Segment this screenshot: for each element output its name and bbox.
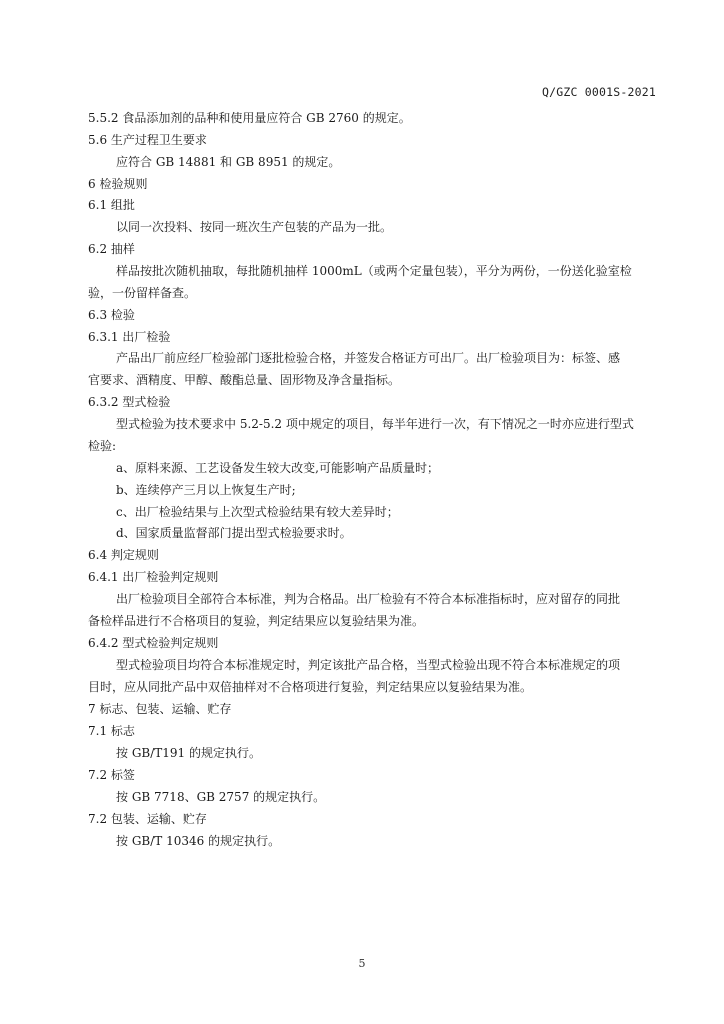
paragraph-line: 以同一次投料、按同一班次生产包装的产品为一批。 <box>116 220 393 234</box>
paragraph-line: 按 GB/T 10346 的规定执行。 <box>116 834 281 848</box>
paragraph-line: 检验: <box>88 439 117 453</box>
paragraph-line: 应符合 GB 14881 和 GB 8951 的规定。 <box>116 155 341 169</box>
list-item: a、原料来源、工艺设备发生较大改变,可能影响产品质量时； <box>116 461 439 475</box>
paragraph-line: 目时，应从同批产品中双倍抽样对不合格项进行复验，判定结果应以复验结果为准。 <box>88 680 533 694</box>
page-number: 5 <box>358 957 366 970</box>
paragraph-line: 产品出厂前应经厂检验部门逐批检验合格，并签发合格证方可出厂。出厂检验项目为：标签、感 <box>116 351 621 365</box>
heading-6-4-2: 6.4.2 型式检验判定规则 <box>88 636 219 650</box>
heading-6-3: 6.3 检验 <box>88 308 135 322</box>
heading-7-2-packaging: 7.2 包装、运输、贮存 <box>88 812 207 826</box>
paragraph-line: 备检样品进行不合格项目的复验，判定结果应以复验结果为准。 <box>88 614 425 628</box>
paragraph-line: 样品按批次随机抽取，每批随机抽样 1000mL（或两个定量包装），平分为两份，一份送化验室检 <box>116 264 632 278</box>
heading-7: 7 标志、包装、运输、贮存 <box>88 702 232 716</box>
heading-5-6: 5.6 生产过程卫生要求 <box>88 133 207 147</box>
heading-7-1: 7.1 标志 <box>88 724 135 738</box>
paragraph-line: 按 GB 7718、GB 2757 的规定执行。 <box>116 790 326 804</box>
heading-6: 6 检验规则 <box>88 177 148 191</box>
heading-7-2: 7.2 标签 <box>88 768 135 782</box>
clause-5-5-2: 5.5.2 食品添加剂的品种和使用量应符合 GB 2760 的规定。 <box>88 111 411 125</box>
paragraph-line: 官要求、酒精度、甲醇、酸酯总量、固形物及净含量指标。 <box>88 373 401 387</box>
paragraph-line: 出厂检验项目全部符合本标准，判为合格品。出厂检验有不符合本标准指标时，应对留存的同批 <box>116 592 621 606</box>
heading-6-1: 6.1 组批 <box>88 198 135 212</box>
list-item: c、出厂检验结果与上次型式检验结果有较大差异时； <box>116 505 399 519</box>
list-item: d、国家质量监督部门提出型式检验要求时。 <box>116 526 352 540</box>
heading-6-4-1: 6.4.1 出厂检验判定规则 <box>88 570 219 584</box>
document-code: Q/GZC 0001S-2021 <box>542 85 656 99</box>
heading-6-4: 6.4 判定规则 <box>88 548 159 562</box>
paragraph-line: 验，一份留样备查。 <box>88 286 197 300</box>
paragraph-line: 型式检验项目均符合本标准规定时，判定该批产品合格，当型式检验出现不符合本标准规定的项 <box>116 658 621 672</box>
list-item: b、连续停产三月以上恢复生产时; <box>116 483 296 497</box>
heading-6-2: 6.2 抽样 <box>88 242 135 256</box>
heading-6-3-1: 6.3.1 出厂检验 <box>88 330 171 344</box>
paragraph-line: 按 GB/T191 的规定执行。 <box>116 746 261 760</box>
heading-6-3-2: 6.3.2 型式检验 <box>88 395 171 409</box>
paragraph-line: 型式检验为技术要求中 5.2-5.2 项中规定的项目，每半年进行一次，有下情况之一时亦应进行型式 <box>116 417 634 431</box>
